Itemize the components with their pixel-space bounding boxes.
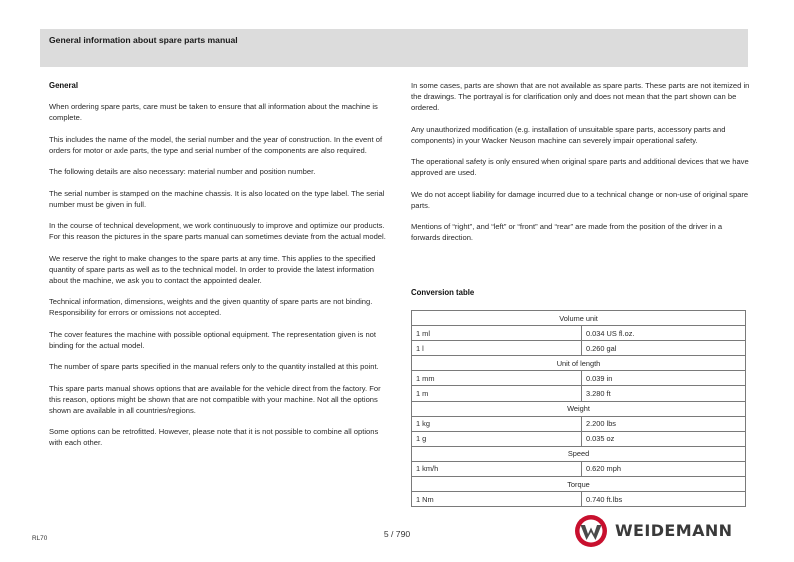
paragraph: In some cases, parts are shown that are not available as spare parts. These parts are not itemized in the drawings. The portrayal is for clarification only and does not mean that the part shown can be ordered.: [411, 81, 750, 112]
paragraph: We reserve the right to make changes to the spare parts at any time. This applies to the specified quantity of spare parts as well as to the technical model. In order to provide the latest information about the machine, we ask you to contact the appointed dealer.: [49, 253, 376, 285]
value-cell: 0.260 gal: [582, 341, 746, 356]
group-label: Torque: [412, 477, 746, 492]
table-group-row: [412, 311, 746, 326]
table-group-row: [412, 477, 746, 492]
paragraph: Mentions of “right”, and “left” or “front” and “rear” are made from the position of the driver in a forwards direction.: [411, 222, 723, 242]
paragraph: Technical information, dimensions, weights and the given quantity of spare parts are not binding. Responsibility for errors or omissions not accepted.: [49, 297, 373, 317]
unit-cell: 1 Nm: [412, 492, 582, 507]
paragraph: The serial number is stamped on the machine chassis. It is also located on the type label. The serial number must be given in full.: [49, 188, 385, 209]
paragraph: Any unauthorized modification (e.g. installation of unsuitable spare parts, accessory parts and components) in your Wacker Neuson machine can severely impair operational safety.: [411, 124, 726, 145]
value-cell: 0.620 mph: [582, 461, 746, 476]
conversion-table-heading: Conversion table: [411, 288, 475, 297]
brand-name: WEIDEMANN: [615, 521, 733, 540]
weidemann-logo: [574, 514, 746, 548]
table-group-row: [412, 446, 746, 461]
table-row: [412, 341, 746, 356]
group-label: Weight: [412, 401, 746, 416]
paragraph: In the course of technical development, we work continuously to improve and optimize our products. For this reason the pictures in the spare parts manual can sometimes deviate from the actual model.: [49, 221, 386, 241]
paragraph: This spare parts manual shows options that are available for the vehicle direct from the factory. For this reason, options might be shown that are not compatible with your machine. Not all the options shown are available in all countries/regions.: [49, 383, 381, 415]
table-row: [412, 431, 746, 446]
value-cell: 0.039 in: [582, 371, 746, 386]
unit-cell: 1 l: [412, 341, 582, 356]
value-cell: 2.200 lbs: [582, 416, 746, 431]
paragraph: We do not accept liability for damage incurred due to a technical change or non-use of original spare parts.: [411, 189, 749, 210]
table-group-row: [412, 356, 746, 371]
page-number: 5 / 790: [383, 529, 411, 539]
page-title: General information about spare parts manual: [49, 35, 238, 45]
left-column: [49, 80, 389, 459]
unit-cell: 1 km/h: [412, 461, 582, 476]
weidemann-logo-mark-icon: [574, 514, 608, 548]
paragraph: The cover features the machine with possible optional equipment. The representation given is not binding for the actual model.: [49, 329, 377, 350]
conversion-table: [411, 310, 746, 507]
table-row: [412, 326, 746, 341]
paragraph: The number of spare parts specified in the manual refers only to the quantity installed at this point.: [49, 362, 379, 371]
group-label: Volume unit: [412, 311, 746, 326]
table-row: [412, 386, 746, 401]
paragraph: This includes the name of the model, the serial number and the year of construction. In the event of orders for motor or axle parts, the type and serial number of the components are also required.: [49, 134, 383, 155]
table-row: [412, 371, 746, 386]
paragraph: The operational safety is only ensured when original spare parts and additional devices that we have approved are used.: [411, 157, 749, 177]
paragraph: Some options can be retrofitted. However, please note that it is not possible to combine all options with each other.: [49, 427, 379, 447]
right-column: [411, 80, 751, 254]
paragraph: When ordering spare parts, care must be taken to ensure that all information about the machine is complete.: [49, 102, 378, 122]
value-cell: 3.280 ft: [582, 386, 746, 401]
group-label: Speed: [412, 446, 746, 461]
table-group-row: [412, 401, 746, 416]
value-cell: 0.035 oz: [582, 431, 746, 446]
unit-cell: 1 ml: [412, 326, 582, 341]
unit-cell: 1 kg: [412, 416, 582, 431]
section-heading-general: General: [49, 81, 79, 90]
paragraph: The following details are also necessary: material number and position number.: [49, 167, 316, 176]
unit-cell: 1 m: [412, 386, 582, 401]
table-row: [412, 416, 746, 431]
table-row: [412, 461, 746, 476]
group-label: Unit of length: [412, 356, 746, 371]
document-code: RL70: [32, 535, 48, 542]
table-row: [412, 492, 746, 507]
value-cell: 0.740 ft.lbs: [582, 492, 746, 507]
value-cell: 0.034 US fl.oz.: [582, 326, 746, 341]
unit-cell: 1 g: [412, 431, 582, 446]
unit-cell: 1 mm: [412, 371, 582, 386]
